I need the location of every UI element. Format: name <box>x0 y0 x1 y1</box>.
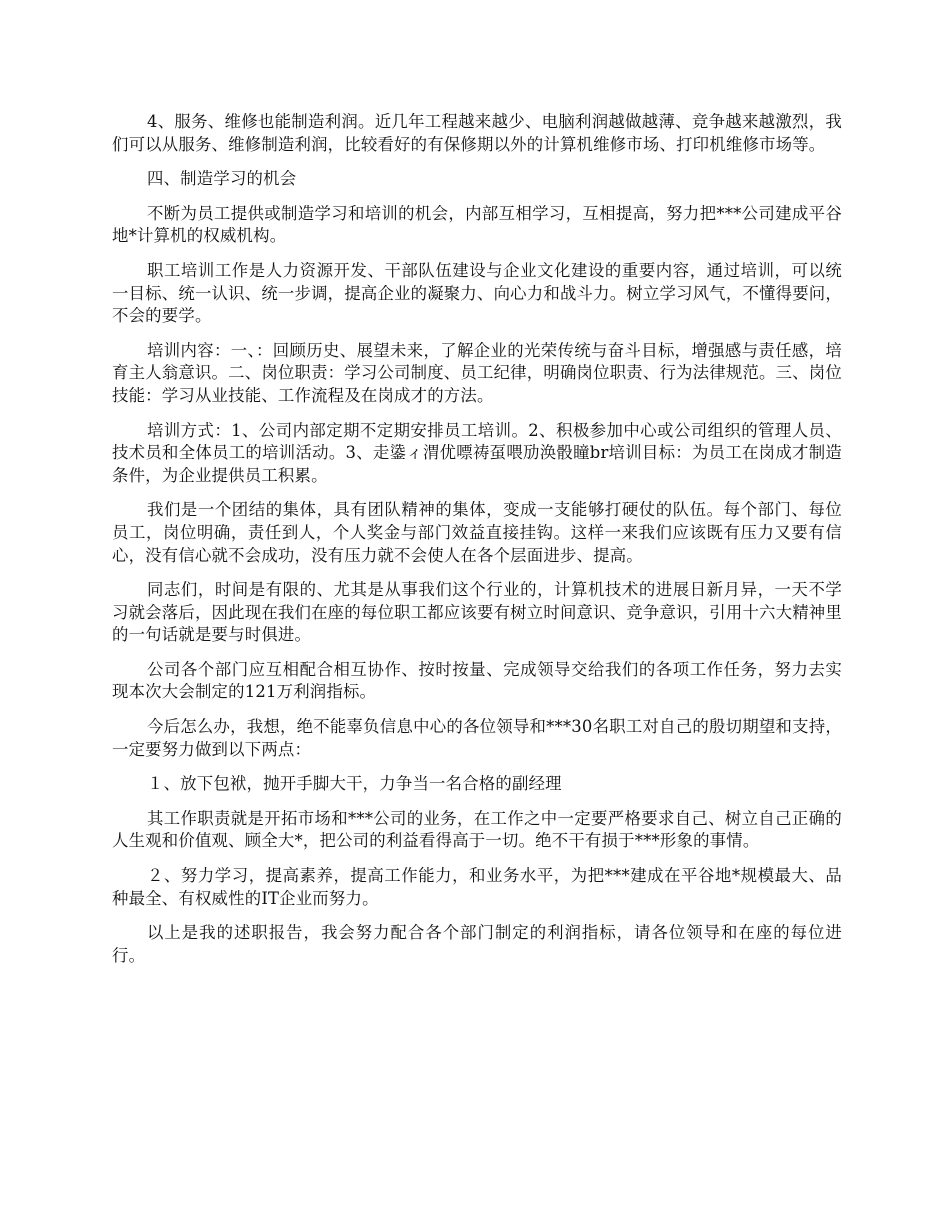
paragraph-service-profit: 4、服务、维修也能制造利润。近几年工程越来越少、电脑利润越做越薄、竞争越来越激烈，我们可以从服务、维修制造利润，比较看好的有保修期以外的计算机维修市场、打印机维修市场等。 <box>112 112 842 154</box>
paragraph-staff-training: 职工培训工作是人力资源开发、干部队伍建设与企业文化建设的重要内容，通过培训，可以统一目标、统一认识、统一步调，提高企业的凝聚力、向心力和战斗力。树立学习风气，不懂得要问，不会的要学。 <box>112 260 842 326</box>
list-item-point-1: １、放下包袱，抛开手脚大干，力争当一名合格的副经理 <box>147 774 562 794</box>
paragraph-training-content: 培训内容：一、：回顾历史、展望未来，了解企业的光荣传统与奋斗目标，增强感与责任感，培育主人翁意识。二、岗位职责：学习公司制度、员工纪律，明确岗位职责、行为法律规范。三、岗位技能：学习从业技能、工作流程及在岗成才的方法。 <box>112 340 842 405</box>
paragraph-department-cooperation: 公司各个部门应互相配合相互协作、按时按量、完成领导交给我们的各项工作任务，努力去实现本次大会制定的121万利润指标。 <box>112 659 842 702</box>
paragraph-conclusion: 以上是我的述职报告，我会努力配合各个部门制定的利润指标，请各位领导和在座的每位进行。 <box>112 923 842 965</box>
paragraph-team-spirit: 我们是一个团结的集体，具有团队精神的集体，变成一支能够打硬仗的队伍。每个部门、每位员工，岗位明确，责任到人，个人奖金与部门效益直接挂钩。这样一来我们应该既有压力又要有信心，没有信心就不会成功，没有压力就不会使人在各个层面进步、提高。 <box>112 500 842 565</box>
paragraph-training-method: 培训方式：1、公司内部定期不定期安排员工培训。2、积极参加中心或公司组织的管理人员、技术员和全体员工的培训活动。3、走鍌ィ渭优嘌祷虿喂劢涣骰瞳br培训目标：为员工在岗成才制造条件，为企业提供员工积累。 <box>112 420 842 485</box>
paragraph-learning-opportunity: 不断为员工提供或制造学习和培训的机会，内部互相学习，互相提高，努力把***公司建成平谷地*计算机的权威机构。 <box>112 203 842 246</box>
paragraph-job-duties: 其工作职责就是开拓市场和***公司的业务，在工作之中一定要严格要求自己、树立自己正确的人生观和价值观、顾全大*，把公司的利益看得高于一切。绝不干有损于***形象的事情。 <box>112 808 842 851</box>
section-heading-learning: 四、制造学习的机会 <box>147 169 297 189</box>
paragraph-comrades: 同志们，时间是有限的、尤其是从事我们这个行业的，计算机技术的进展日新月异，一天不学习就会落后，因此现在我们在座的每位职工都应该要有树立时间意识、竞争意识，引用十六大精神里的一句话就是要与时俱进。 <box>112 580 842 645</box>
paragraph-future-plan: 今后怎么办，我想，绝不能辜负信息中心的各位领导和***30名职工对自己的殷切期望和支持，一定要努力做到以下两点： <box>112 717 842 759</box>
document-body <box>112 111 842 979</box>
list-item-point-2: ２、努力学习，提高素养，提高工作能力，和业务水平，为把***建成在平谷地*规模最大、品种最全、有权威性的IT企业而努力。 <box>112 866 842 908</box>
